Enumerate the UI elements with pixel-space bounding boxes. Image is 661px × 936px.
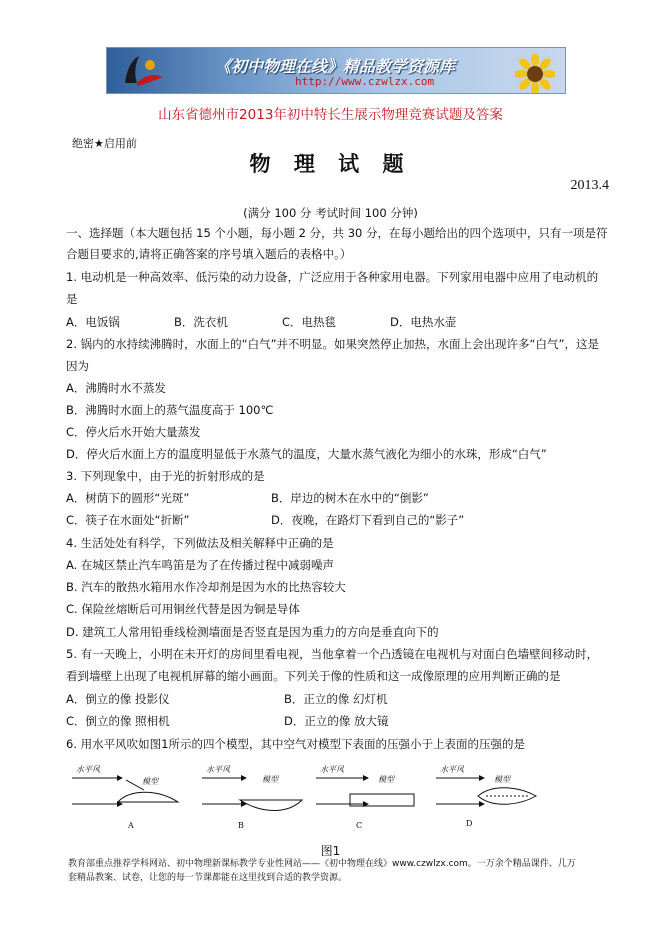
question-5-text: 看到墙壁上出现了电视机屏幕的缩小画面。下列关于像的性质和这一成像原理的应用判断正确的是 bbox=[66, 669, 561, 683]
figure-panel-c bbox=[316, 765, 414, 830]
secret-label: 绝密★启用前 bbox=[72, 137, 137, 150]
panel-label-d: D bbox=[466, 819, 473, 828]
question-5-option-b: B．正立的像 幻灯机 bbox=[284, 692, 388, 706]
exam-date: 2013.4 bbox=[570, 178, 609, 193]
question-1-option-c: C．电热毯 bbox=[282, 315, 337, 329]
page-title: 物 理 试 题 bbox=[249, 151, 412, 176]
question-5-option-d: D．正立的像 放大镜 bbox=[284, 714, 389, 728]
question-5-text: 5. 有一天晚上，小明在未开灯的房间里看电视，当他拿着一个凸透镜在电视机与对面白色墙壁间移动时， bbox=[66, 647, 599, 661]
footer-line: 套精品教案、试卷，让您的每一节课都能在这里找到合适的教学资源。 bbox=[68, 873, 348, 883]
question-1-text: 1. 电动机是一种高效率、低污染的动力设备，广泛应用于各种家用电器。下列家用电器中应用了电动机的 bbox=[66, 270, 599, 284]
site-heading[interactable]: 山东省德州市2013年初中特长生展示物理竞赛试题及答案 bbox=[158, 107, 503, 123]
sunflower-icon bbox=[515, 54, 555, 94]
model-label: 模型 bbox=[378, 775, 394, 784]
banner-url: http://www.czwlzx.com bbox=[295, 75, 435, 88]
question-2-text: 2. 锅内的水持续沸腾时，水面上的“白气”并不明显。如果突然停止加热，水面上会出现许多“白气”，这是 bbox=[66, 337, 599, 351]
model-label: 模型 bbox=[142, 777, 158, 786]
question-2-option-b: B．沸腾时水面上的蒸气温度高于 100℃ bbox=[66, 403, 274, 417]
question-3-option-a: A．树荫下的圆形“光斑” bbox=[66, 491, 190, 505]
question-3-option-b: B．岸边的树木在水中的“倒影” bbox=[271, 491, 429, 505]
wind-label: 水平风 bbox=[206, 765, 230, 774]
site-banner bbox=[106, 47, 566, 94]
wind-label: 水平风 bbox=[440, 765, 464, 774]
question-1-text: 是 bbox=[66, 292, 78, 306]
panel-label-a: A bbox=[128, 821, 134, 830]
figure-panel-d bbox=[436, 765, 536, 828]
question-4-option-a: A. 在城区禁止汽车鸣笛是为了在传播过程中减弱噪声 bbox=[66, 558, 334, 572]
question-2-option-c: C．停火后水开始大量蒸发 bbox=[66, 425, 201, 439]
question-3-text: 3. 下列现象中，由于光的折射形成的是 bbox=[66, 469, 265, 483]
question-2-option-a: A．沸腾时水不蒸发 bbox=[66, 381, 166, 395]
question-3-option-c: C．筷子在水面处“折断” bbox=[66, 513, 190, 527]
question-5-option-a: A．倒立的像 投影仪 bbox=[66, 692, 170, 706]
question-6-text: 6. 用水平风吹如图1所示的四个模型，其中空气对模型下表面的压强小于上表面的压强的是 bbox=[66, 737, 525, 751]
question-4-option-d: D. 建筑工人常用铅垂线检测墙面是否竖直是因为重力的方向是垂直向下的 bbox=[66, 625, 439, 639]
instructions-line: 合题目要求的,请将正确答案的序号填入题后的表格中。） bbox=[66, 247, 352, 261]
figure-panel-b bbox=[202, 765, 302, 830]
model-label: 模型 bbox=[262, 775, 278, 784]
footer-line: 教育部重点推荐学科网站、初中物理新课标教学专业性网站——《初中物理在线》www.czwlzx.com。一万余个精品课件、几万 bbox=[68, 859, 576, 869]
question-5-option-c: C．倒立的像 照相机 bbox=[66, 714, 170, 728]
wind-label: 水平风 bbox=[76, 765, 100, 774]
question-1-option-a: A．电饭锅 bbox=[66, 315, 120, 329]
question-4-option-c: C. 保险丝熔断后可用铜丝代替是因为铜是导体 bbox=[66, 602, 300, 616]
figure-panel-a bbox=[72, 765, 178, 830]
figure-1 bbox=[66, 764, 596, 836]
panel-label-c: C bbox=[356, 821, 363, 830]
figure-caption: 图1 bbox=[320, 844, 341, 858]
question-3-option-d: D．夜晚，在路灯下看到自己的“影子” bbox=[271, 513, 465, 527]
wind-label: 水平风 bbox=[320, 765, 344, 774]
exam-info: (满分 100 分 考试时间 100 分钟) bbox=[243, 206, 418, 220]
model-label: 模型 bbox=[494, 775, 510, 784]
question-1-option-d: D．电热水壶 bbox=[390, 315, 457, 329]
question-1-option-b: B．洗衣机 bbox=[174, 315, 228, 329]
instructions-line: 一、选择题（本大题包括 15 个小题，每小题 2 分，共 30 分，在每小题给出的四个选项中，只有一项是符 bbox=[66, 226, 608, 240]
question-4-text: 4. 生活处处有科学，下列做法及相关解释中正确的是 bbox=[66, 536, 334, 550]
question-2-option-d: D．停火后水面上方的温度明显低于水蒸气的温度，大量水蒸气液化为细小的水珠，形成“白气” bbox=[66, 447, 547, 461]
site-logo-icon bbox=[117, 53, 167, 90]
panel-label-b: B bbox=[238, 821, 244, 830]
banner-title: 《初中物理在线》精品教学资源库 bbox=[215, 57, 456, 76]
question-4-option-b: B. 汽车的散热水箱用水作冷却剂是因为水的比热容较大 bbox=[66, 580, 346, 594]
question-2-text: 因为 bbox=[66, 359, 89, 373]
